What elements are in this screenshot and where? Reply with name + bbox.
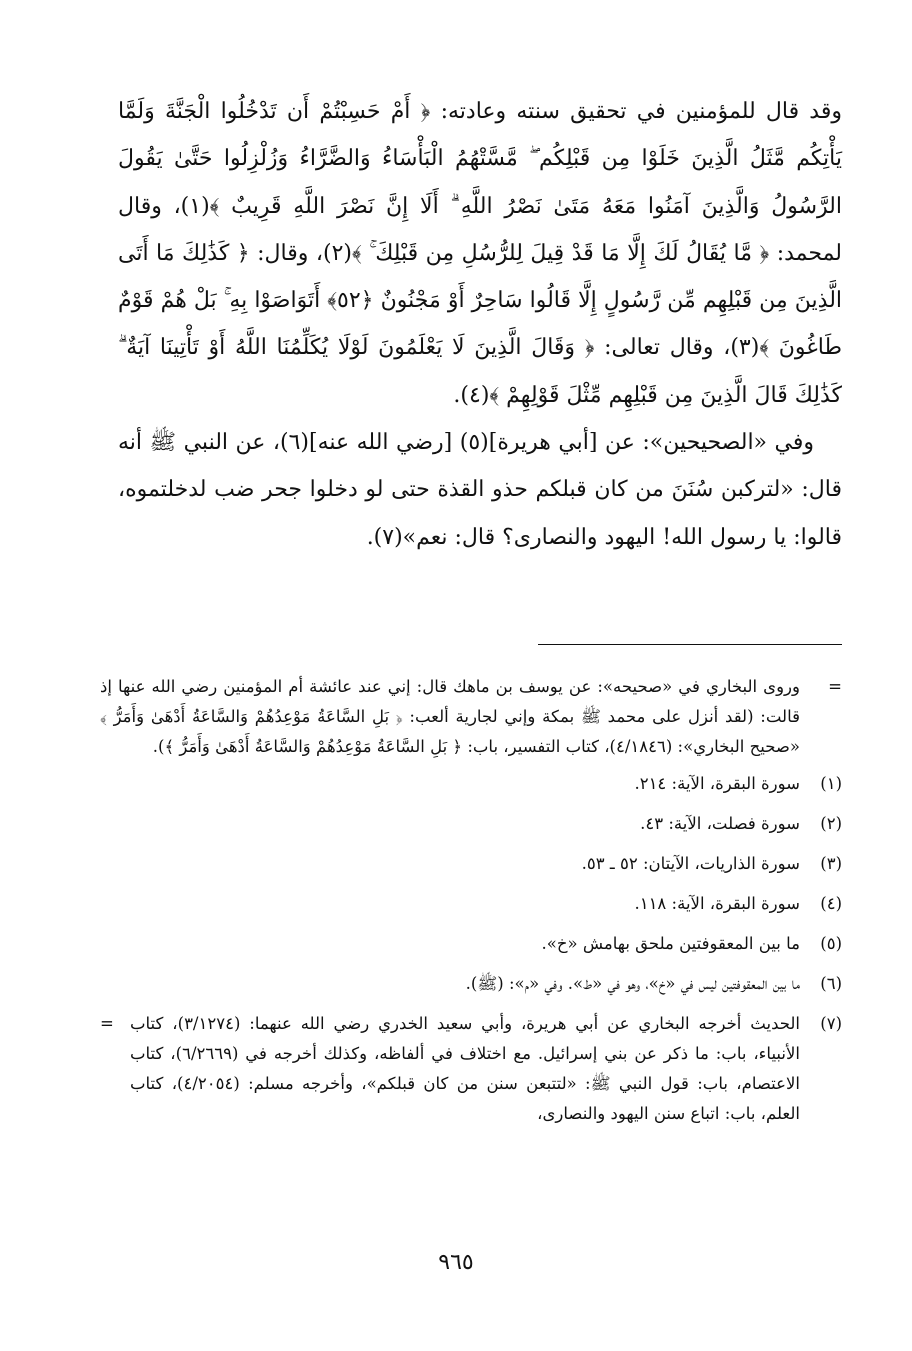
footnote-number: (٤) [820,894,842,913]
footnote-text: سورة فصلت، الآية: ٤٣. [640,814,800,833]
continuation-mark: = [828,677,842,696]
main-text [118,88,842,561]
footnote-text: ما بين المعقوفتين ليس في «خ»، وهو في «ط». وفي «م»: (ﷺ). [465,974,800,993]
page-number: ٩٦٥ [438,1250,474,1275]
footnote-text: سورة البقرة، الآية: ٢١٤. [634,774,800,793]
footnote-number: (٦) [820,974,842,993]
footnote-separator [538,644,842,645]
footnote-number: (٣) [820,854,842,873]
footnote-7 [100,1009,842,1129]
footnote-text: سورة البقرة، الآية: ١١٨. [634,894,800,913]
footnote-text: سورة الذاريات، الآيتان: ٥٢ ـ ٥٣. [581,854,800,873]
footnote-number: (٧) [820,1014,842,1033]
footnote-6 [100,969,842,999]
footnote-5 [100,929,842,959]
footnote-continuation [100,672,842,762]
footnote-text: الحديث أخرجه البخاري عن أبي هريرة، وأبي سعيد الخدري رضي الله عنهما: (٣/١٢٧٤)، كتاب الأنبياء، باب: ما ذكر عن بني إسرائيل. مع اختلاف في ألفاظه، وكذلك أخرجه في (٦/٢٦٦٩)، كتاب الاعتصام، باب: قول النبي ﷺ: «لتتبعن سنن من كان قبلكم»، وأخرجه مسلم: (٤/٢٠٥٤)، كتاب العلم، باب: اتباع سنن اليهود والنصارى، [130,1014,801,1123]
continuation-text: وروى البخاري في «صحيحه»: عن يوسف بن ماهك قال: إني عند عائشة أم المؤمنين رضي الله عنها إذ قالت: (لقد أنزل على محمد ﷺ بمكة وإني لجارية ألعب: ﴿ بَلِ السَّاعَةُ مَوْعِدُهُمْ وَالسَّاعَةُ أَدْهَىٰ وَأَمَرُّ ﴾ «صحيح البخاري»: (٤/١٨٤٦)، كتاب التفسير، باب: ﴿ بَلِ السَّاعَةُ مَوْعِدُهُمْ وَالسَّاعَةُ أَدْهَىٰ وَأَمَرُّ ﴾). [100,677,800,756]
footnote-number: (٥) [820,934,842,953]
footnote-number: (١) [820,774,842,793]
paragraph-1: وقد قال للمؤمنين في تحقيق سنته وعادته: ﴿ أَمْ حَسِبْتُمْ أَن تَدْخُلُوا الْجَنَّةَ وَلَمَّا يَأْتِكُم مَّثَلُ الَّذِينَ خَلَوْا مِن قَبْلِكُم ۖ مَّسَّتْهُمُ الْبَأْسَاءُ وَالضَّرَّاءُ وَزُلْزِلُوا حَتَّىٰ يَقُولَ الرَّسُولُ وَالَّذِينَ آمَنُوا مَعَهُ مَتَىٰ نَصْرُ اللَّهِ ۗ أَلَا إِنَّ نَصْرَ اللَّهِ قَرِيبٌ ﴾(١)، وقال لمحمد: ﴿ مَّا يُقَالُ لَكَ إِلَّا مَا قَدْ قِيلَ لِلرُّسُلِ مِن قَبْلِكَ ۚ ﴾(٢)، وقال: ﴿ كَذَٰلِكَ مَا أَتَى الَّذِينَ مِن قَبْلِهِم مِّن رَّسُولٍ إِلَّا قَالُوا سَاحِرٌ أَوْ مَجْنُونٌ ﴿٥٢﴾ أَتَوَاصَوْا بِهِ ۚ بَلْ هُمْ قَوْمٌ طَاغُونَ ﴾(٣)، وقال تعالى: ﴿ وَقَالَ الَّذِينَ لَا يَعْلَمُونَ لَوْلَا يُكَلِّمُنَا اللَّهُ أَوْ تَأْتِينَا آيَةٌ ۗ كَذَٰلِكَ قَالَ الَّذِينَ مِن قَبْلِهِم مِّثْلَ قَوْلِهِمْ ﴾(٤). [118,99,843,408]
footnote-text: ما بين المعقوفتين ملحق بهامش «خ». [541,934,800,953]
footnote-1 [100,769,842,799]
footnotes [100,672,842,1129]
footnote-3 [100,849,842,879]
paragraph-2: وفي «الصحيحين»: عن [أبي هريرة](٥) [رضي الله عنه](٦)، عن النبي ﷺ أنه قال: «لتركبن سُنَنَ من كان قبلكم حذو القذة حتى لو دخلوا جحر ضب لدخلتموه، قالوا: يا رسول الله! اليهود والنصارى؟ قال: نعم»(٧). [118,430,842,550]
footnote-number: (٢) [820,814,842,833]
footnote-2 [100,809,842,839]
continuation-end-mark: = [100,1014,114,1033]
footnote-4 [100,889,842,919]
